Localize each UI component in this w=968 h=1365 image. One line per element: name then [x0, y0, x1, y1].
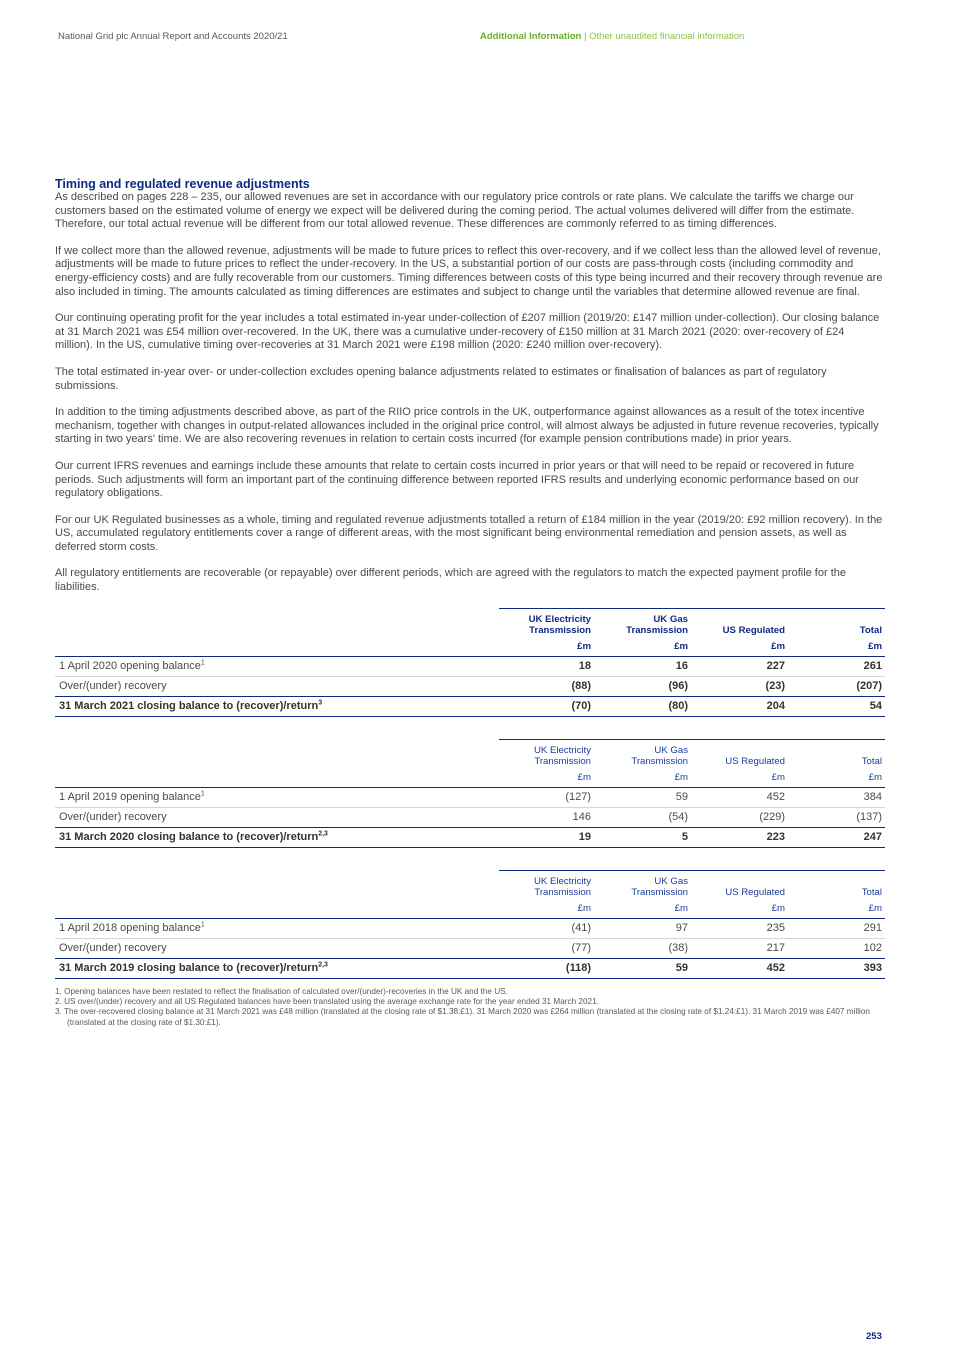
section-title: Timing and regulated revenue adjustments [55, 177, 310, 191]
report-title: National Grid plc Annual Report and Accounts 2020/21 [58, 31, 288, 42]
cell-value: 291 [788, 918, 885, 938]
table-row [55, 827, 885, 847]
cell-value: 235 [691, 918, 788, 938]
table-row [55, 656, 885, 676]
row-label-text: 31 March 2020 closing balance to (recover)/return [59, 830, 319, 843]
column-unit: £m [868, 771, 882, 783]
column-header-line2: Transmission [529, 624, 591, 636]
footnote-ref: 2,3 [318, 961, 328, 968]
cell-value: 102 [788, 938, 885, 958]
cell-value: (118) [499, 958, 594, 978]
column-unit: £m [577, 902, 591, 914]
paragraph: Our current IFRS revenues and earnings include these amounts that relate to certain costs incurred in prior years or that will need to be repaid or recovered in future periods. Such adjustments will form an important part of the continuing difference between reported IFRS results and underlying economic performance based on our regulatory obligations. [55, 459, 859, 500]
footnote-ref: 3 [318, 699, 323, 706]
cell-value: (77) [499, 938, 594, 958]
cell-value: (41) [499, 918, 594, 938]
column-header-line2: Transmission [626, 624, 688, 636]
header-blank [55, 900, 499, 919]
paragraph: Our continuing operating profit for the year includes a total estimated in-year under-collection of £207 million (2019/20: £147 million under-collection). Our closing balance at 31 March 2021 was £54 million over-recovered. In the UK, there was a cumulative under-recovery of £150 million at 31 March 2021 (2020: over-recovery of £24 million). In the US, cumulative timing over-recoveries at 31 March 2021 were £198 million (2020: £240 million over-recovery). [55, 312, 880, 352]
table-row [55, 918, 885, 938]
column-header [788, 739, 885, 769]
column-unit: £m [577, 640, 591, 652]
column-header-line2: US Regulated [725, 755, 785, 767]
cell-value: 452 [691, 787, 788, 807]
column-header-line2: US Regulated [725, 886, 785, 898]
column-header [594, 870, 691, 900]
cell-value: 393 [788, 958, 885, 978]
header-blank [55, 739, 499, 769]
row-label [55, 958, 499, 978]
footnote: 3. The over-recovered closing balance at 31 March 2021 was £48 million (translated at the closing rate of $1.38:£1). 31 March 2020 was £264 million (translated at the closing rate of $1.24:£1). 31 March 2019 was £407 million (translated at the closing rate of $1.30:£1). [55, 1007, 870, 1027]
balance-table [55, 739, 885, 848]
column-header [499, 739, 594, 769]
column-header [499, 870, 594, 900]
row-label [55, 827, 499, 847]
table-row [55, 958, 885, 978]
column-header-line2: US Regulated [722, 624, 785, 636]
column-header-line2: Transmission [631, 755, 688, 767]
paragraph: As described on pages 228 – 235, our allowed revenues are set in accordance with our regulatory price controls or rate plans. We calculate the tariffs we charge our customers based on the estimated volume of energy we expect will be delivered during the coming period. The actual volumes delivered will differ from the estimate. Therefore, our total actual revenue will be different from our total allowed revenue. These differences are commonly referred to as timing differences. [55, 191, 855, 231]
cell-value: 217 [691, 938, 788, 958]
cell-value: (207) [788, 676, 885, 696]
paragraph: All regulatory entitlements are recoverable (or repayable) over different periods, which are agreed with the regulators to match the expected payment profile for the liabilities. [55, 567, 846, 594]
cell-value: 204 [691, 696, 788, 716]
column-header-line2: Total [859, 624, 882, 636]
row-label-text: Over/(under) recovery [59, 679, 167, 692]
cell-value: (38) [594, 938, 691, 958]
cell-value: 261 [788, 656, 885, 676]
table-row [55, 938, 885, 958]
row-label [55, 787, 499, 807]
cell-value: 16 [594, 656, 691, 676]
row-label-text: Over/(under) recovery [59, 810, 167, 823]
paragraph: The total estimated in-year over- or under-collection excludes opening balance adjustments related to estimates or finalisation of balances as part of regulatory submissions. [55, 365, 827, 392]
cell-value: 223 [691, 827, 788, 847]
column-header-line1: UK Gas [654, 875, 688, 887]
column-header-line1 [788, 876, 882, 887]
cell-value: 146 [499, 807, 594, 827]
page-number: 253 [866, 1331, 882, 1342]
table-row [55, 696, 885, 716]
cell-value: 5 [594, 827, 691, 847]
cell-value: 97 [594, 918, 691, 938]
column-unit: £m [674, 640, 688, 652]
footnote-ref: 1 [200, 921, 205, 928]
cell-value: 59 [594, 958, 691, 978]
column-header [788, 608, 885, 638]
cell-value: (23) [691, 676, 788, 696]
column-unit: £m [771, 640, 785, 652]
table-row [55, 807, 885, 827]
column-header [691, 608, 788, 638]
cell-value: 247 [788, 827, 885, 847]
column-unit: £m [674, 771, 688, 783]
column-header-line1: UK Gas [653, 613, 688, 625]
main-content [55, 177, 885, 1028]
table-row [55, 787, 885, 807]
cell-value: 59 [594, 787, 691, 807]
column-header-line2: Transmission [534, 886, 591, 898]
row-label [55, 918, 499, 938]
cell-value: (137) [788, 807, 885, 827]
breadcrumb-subsection: Other unaudited financial information [589, 31, 745, 42]
row-label-text: 31 March 2021 closing balance to (recover)/return [59, 699, 319, 712]
column-header-line1 [691, 745, 785, 756]
column-header-line2: Total [861, 886, 882, 898]
paragraph: If we collect more than the allowed revenue, adjustments will be made to future prices to reflect this over-recovery, and if we collect less than the allowed level of revenue, adjustments will be made to future prices to reflect the under-recovery. In the US, a substantial portion of our costs are pass-through costs (including commodity and energy-efficiency costs) and are fully recoverable from our customers. Timing differences between costs of this type being incurred and their recovery through revenue are also included in timing. The amounts calculated as timing differences are estimates and subject to change until the variables that determine allowed revenue are final. [55, 244, 883, 298]
column-header [594, 608, 691, 638]
balance-table [55, 870, 885, 979]
column-header-line1: UK Electricity [533, 744, 591, 756]
breadcrumb-section: Additional Information [480, 31, 582, 42]
row-label-text: 1 April 2020 opening balance [59, 659, 201, 672]
row-label-text: 31 March 2019 closing balance to (recover)/return [59, 961, 319, 974]
column-header [499, 608, 594, 638]
row-label [55, 938, 499, 958]
column-header [691, 870, 788, 900]
cell-value: (54) [594, 807, 691, 827]
column-header-line1 [788, 614, 882, 625]
cell-value: (127) [499, 787, 594, 807]
column-header [788, 870, 885, 900]
cell-value: 54 [788, 696, 885, 716]
cell-value: (88) [499, 676, 594, 696]
balance-tables [55, 608, 885, 979]
header-blank [55, 870, 499, 900]
cell-value: 18 [499, 656, 594, 676]
header-blank [55, 638, 499, 657]
row-label [55, 696, 499, 716]
cell-value: (96) [594, 676, 691, 696]
footnote-ref: 1 [200, 790, 205, 797]
cell-value: 452 [691, 958, 788, 978]
cell-value: (229) [691, 807, 788, 827]
column-unit: £m [771, 771, 785, 783]
balance-table [55, 608, 885, 717]
column-header-line1: UK Electricity [533, 875, 591, 887]
paragraph: For our UK Regulated businesses as a whole, timing and regulated revenue adjustments totalled a return of £184 million in the year (2019/20: £92 million recovery). In the US, accumulated regulatory entitlements cover a range of different areas, with the most significant being environmental remediation and pension assets, as well as deferred storm costs. [55, 513, 883, 553]
column-header-line2: Total [861, 755, 882, 767]
column-unit: £m [868, 902, 882, 914]
table-row [55, 676, 885, 696]
row-label [55, 656, 499, 676]
row-label [55, 807, 499, 827]
column-unit: £m [577, 771, 591, 783]
cell-value: (70) [499, 696, 594, 716]
column-header-line1: UK Gas [654, 744, 688, 756]
footnote-ref: 2,3 [318, 830, 328, 837]
column-header-line1 [788, 745, 882, 756]
column-header-line1 [691, 614, 785, 625]
footnote: 2. US over/(under) recovery and all US Regulated balances have been translated using the average exchange rate for the year ended 31 March 2021. [55, 997, 599, 1007]
row-label-text: 1 April 2018 opening balance [59, 921, 201, 934]
paragraph: In addition to the timing adjustments described above, as part of the RIIO price controls in the UK, outperformance against allowances as a result of the totex incentive mechanism, together with changes in output-related allowances included in the original price control, will almost always be adjusted in future revenue recoveries, typically starting in two years' time. We are also recovering revenues in relation to certain costs incurred (for example pension contributions made) in prior years. [55, 406, 879, 446]
column-header [594, 739, 691, 769]
footnote-ref: 1 [200, 659, 205, 666]
column-unit: £m [771, 902, 785, 914]
column-unit: £m [674, 902, 688, 914]
column-header-line1: UK Electricity [528, 613, 591, 625]
cell-value: (80) [594, 696, 691, 716]
footnote: 1. Opening balances have been restated to reflect the finalisation of calculated over/(under)-recoveries in the UK and the US. [55, 986, 508, 996]
row-label [55, 676, 499, 696]
cell-value: 227 [691, 656, 788, 676]
column-header-line2: Transmission [631, 886, 688, 898]
cell-value: 19 [499, 827, 594, 847]
column-header-line1 [691, 876, 785, 887]
column-unit: £m [868, 640, 882, 652]
header-blank [55, 608, 499, 638]
column-header-line2: Transmission [534, 755, 591, 767]
section-breadcrumb [480, 31, 744, 42]
header-blank [55, 769, 499, 788]
row-label-text: Over/(under) recovery [59, 941, 167, 954]
column-header [691, 739, 788, 769]
footnotes [55, 987, 885, 1029]
cell-value: 384 [788, 787, 885, 807]
breadcrumb-separator: | [581, 31, 590, 42]
row-label-text: 1 April 2019 opening balance [59, 790, 201, 803]
